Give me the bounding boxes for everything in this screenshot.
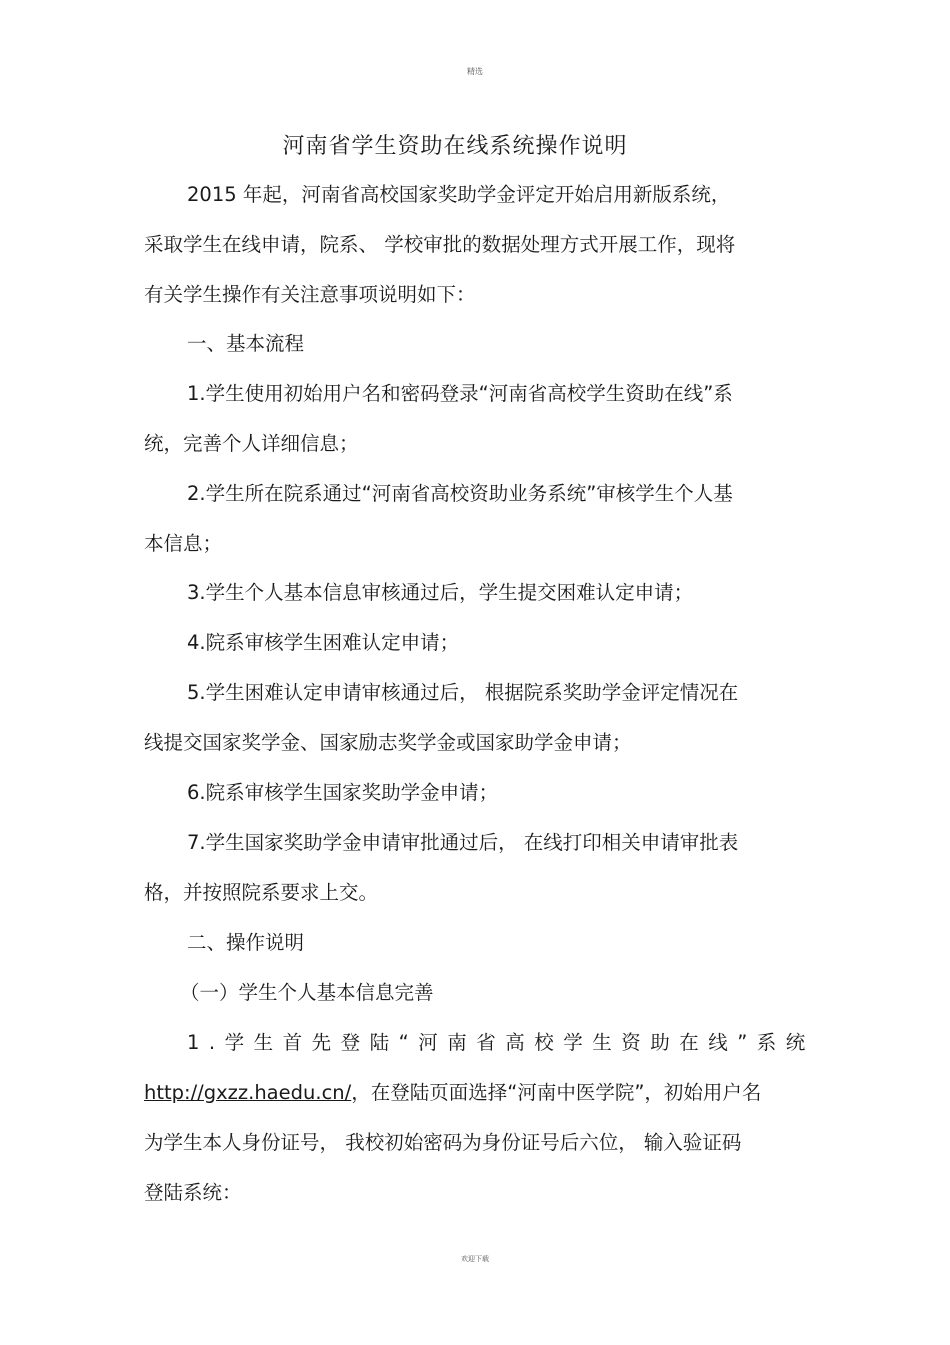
header-note: 精选 [467, 67, 483, 76]
intro-line-2: 采取学生在线申请，院系、 学校审批的数据处理方式开展工作，现将 [144, 233, 736, 256]
intro-line-1: 2015 年起，河南省高校国家奖助学金评定开始启用新版系统， [187, 183, 731, 206]
login-line-2-text: ，在登陆页面选择“河南中医学院”，初始用户名 [351, 1081, 762, 1104]
step-6: 6.院系审核学生国家奖助学金申请； [187, 781, 499, 804]
step-1-line-2: 统，完善个人详细信息； [144, 432, 359, 455]
step-7-line-1: 7.学生国家奖助学金申请审批通过后， 在线打印相关申请审批表 [187, 831, 739, 854]
page-title: 河南省学生资助在线系统操作说明 [282, 134, 628, 159]
step-1-line-1: 1.学生使用初始用户名和密码登录“河南省高校学生资助在线”系 [187, 382, 733, 405]
login-line-4: 登陆系统： [144, 1181, 242, 1204]
system-url-link[interactable]: http://gxzz.haedu.cn/ [144, 1081, 352, 1104]
login-line-3: 为学生本人身份证号， 我校初始密码为身份证号后六位， 输入验证码 [144, 1131, 742, 1154]
intro-line-3: 有关学生操作有关注意事项说明如下： [144, 283, 476, 306]
step-4: 4.院系审核学生困难认定申请； [187, 631, 460, 654]
step-5-line-1: 5.学生困难认定申请审核通过后， 根据院系奖助学金评定情况在 [187, 681, 739, 704]
subsection-heading-personal-info: （一）学生个人基本信息完善 [180, 981, 434, 1004]
login-line-2 [144, 1080, 824, 1106]
step-3: 3.学生个人基本信息审核通过后，学生提交困难认定申请； [187, 581, 694, 604]
section-heading-basic-process: 一、基本流程 [187, 332, 305, 355]
login-line-1: 1.学生首先登陆“河南省高校学生资助在线”系统 [187, 1031, 815, 1054]
step-2-line-1: 2.学生所在院系通过“河南省高校资助业务系统”审核学生个人基 [187, 482, 733, 505]
section-heading-operation: 二、操作说明 [187, 931, 305, 954]
step-7-line-2: 格，并按照院系要求上交。 [144, 881, 379, 904]
footer-note: 欢迎下载 [461, 1255, 489, 1263]
step-5-line-2: 线提交国家奖学金、国家励志奖学金或国家助学金申请； [144, 731, 632, 754]
step-2-line-2: 本信息； [144, 532, 223, 555]
